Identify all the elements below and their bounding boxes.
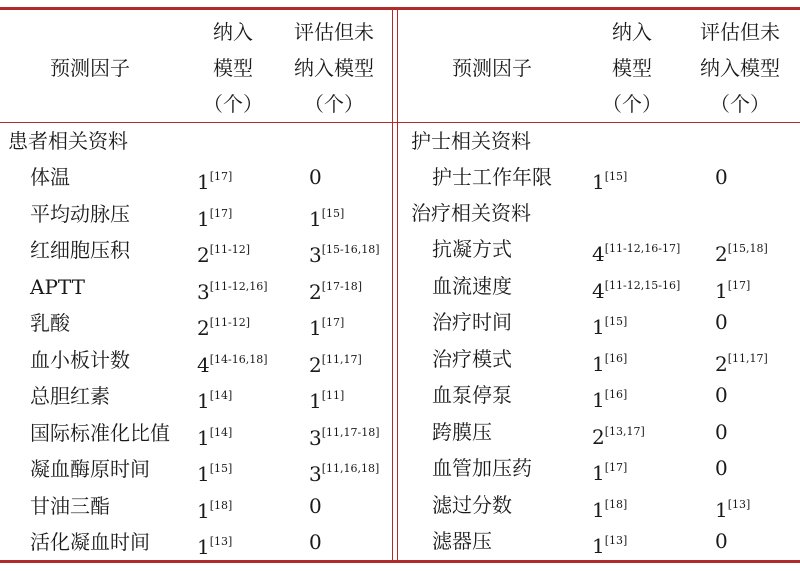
included-count — [592, 523, 627, 564]
table-row — [0, 159, 800, 195]
predictor-name: 凝血酶原时间 — [30, 457, 150, 481]
included-citation: [14-16,18] — [209, 352, 268, 366]
predictor-name: 总胆红素 — [30, 384, 110, 408]
included-count-value: 2 — [197, 316, 210, 340]
evaluated-citation: [13] — [727, 497, 751, 511]
predictor-name: 滤过分数 — [432, 492, 512, 517]
included-count — [592, 159, 627, 200]
included-count — [592, 377, 627, 418]
included-citation: [13] — [604, 534, 628, 547]
evaluated-count — [715, 414, 728, 450]
included-count-value: 1 — [197, 206, 210, 231]
included-count-value: 1 — [592, 170, 605, 194]
predictor-name: 平均动脉压 — [30, 201, 130, 226]
predictor-name: 治疗时间 — [432, 310, 512, 334]
predictor-name: 护士工作年限 — [432, 165, 552, 189]
evaluated-count-value: 1 — [715, 497, 728, 522]
header-evaluated-right: 评估但未 纳入模型 （个） — [700, 20, 780, 116]
predictor-name: 血管加压药 — [432, 456, 532, 480]
included-citation: [13,17] — [604, 424, 645, 438]
predictor-name: 跨膜压 — [432, 419, 492, 444]
predictor-name: 滤器压 — [432, 529, 492, 553]
included-citation: [15] — [604, 315, 628, 328]
included-count-value: 1 — [592, 534, 605, 558]
included-count — [592, 268, 680, 309]
evaluated-count-value: 1 — [309, 389, 322, 413]
evaluated-count-value: 0 — [715, 383, 728, 407]
included-count-value: 2 — [197, 243, 210, 267]
included-count-value: 1 — [197, 462, 210, 486]
evaluated-count — [715, 268, 750, 309]
evaluated-citation: [11,16,18] — [321, 462, 380, 475]
table-row — [0, 487, 800, 523]
predictor-name: 血小板计数 — [30, 347, 130, 372]
included-citation: [11-12] — [209, 316, 251, 329]
table-row — [0, 231, 800, 267]
included-citation: [14] — [209, 389, 233, 402]
included-citation: [13] — [209, 535, 233, 548]
predictor-name: 红细胞压积 — [30, 238, 130, 262]
evaluated-citation: [15-16,18] — [321, 243, 380, 256]
included-citation: [15] — [209, 462, 233, 475]
included-citation: [15] — [604, 170, 628, 183]
included-count — [592, 450, 627, 491]
included-count-value: 1 — [197, 425, 210, 450]
evaluated-citation: [15,18] — [727, 242, 768, 255]
evaluated-count — [715, 450, 728, 486]
table-row — [0, 523, 800, 559]
evaluated-count-value: 3 — [309, 462, 322, 486]
evaluated-count-value: 2 — [309, 279, 322, 304]
included-count — [592, 414, 645, 455]
included-count-value: 4 — [592, 242, 605, 266]
included-citation: [18] — [209, 498, 233, 512]
included-count-value: 2 — [592, 424, 605, 449]
included-citation: [14] — [209, 425, 233, 439]
evaluated-count — [715, 304, 728, 340]
included-citation: [17] — [209, 170, 233, 183]
included-count-value: 1 — [197, 498, 210, 523]
included-citation: [11-12,16-17] — [604, 242, 681, 255]
evaluated-citation: [11,17] — [727, 351, 768, 365]
evaluated-count-value: 0 — [715, 165, 728, 189]
evaluated-count-value: 3 — [309, 243, 322, 267]
included-count — [592, 304, 627, 345]
included-count-value: 1 — [197, 170, 210, 194]
evaluated-citation: [17] — [321, 316, 345, 329]
evaluated-count — [715, 231, 768, 272]
evaluated-citation: [11,17] — [321, 352, 362, 366]
table-row — [0, 341, 800, 377]
table-row — [0, 196, 800, 232]
included-count — [592, 487, 627, 528]
header-predictor-right: 预测因子 — [452, 56, 532, 80]
evaluated-citation: [11,17-18] — [321, 425, 380, 439]
table-row — [0, 304, 800, 340]
section-nurse-data: 护士相关资料 — [411, 129, 531, 153]
evaluated-count-value: 0 — [309, 530, 322, 554]
included-citation: [18] — [604, 497, 628, 511]
included-count-value: 1 — [592, 351, 605, 376]
evaluated-count — [715, 377, 728, 413]
included-count-value: 1 — [592, 497, 605, 522]
evaluated-count — [715, 159, 728, 195]
predictor-name: 活化凝血时间 — [30, 530, 150, 554]
included-citation: [11-12,15-16] — [604, 278, 681, 292]
evaluated-count-value: 2 — [309, 352, 322, 377]
predictor-name: APTT — [30, 274, 85, 299]
predictor-name: 国际标准化比值 — [30, 420, 170, 445]
predictor-name: 体温 — [30, 165, 70, 189]
evaluated-count-value: 0 — [715, 529, 728, 553]
evaluated-citation: [11] — [321, 389, 345, 402]
evaluated-count — [715, 523, 728, 559]
included-citation: [17] — [604, 461, 628, 474]
header-included-right: 纳入 模型 （个） — [602, 20, 662, 116]
included-count-value: 4 — [592, 278, 605, 303]
evaluated-count — [715, 487, 750, 528]
table-bottom-rule — [0, 560, 800, 563]
section-treatment-data: 治疗相关资料 — [411, 201, 531, 225]
evaluated-count-value: 0 — [309, 493, 322, 518]
evaluated-count-value: 1 — [309, 206, 322, 231]
predictor-name: 乳酸 — [30, 311, 70, 335]
predictor-name: 血流速度 — [432, 273, 512, 298]
predictor-name: 抗凝方式 — [432, 237, 512, 261]
evaluated-count-value: 0 — [715, 419, 728, 444]
predictor-name: 甘油三酯 — [30, 493, 110, 518]
included-count — [592, 341, 627, 382]
header-predictor-left: 预测因子 — [50, 56, 130, 80]
evaluated-count-value: 0 — [715, 310, 728, 334]
included-citation: [16] — [604, 388, 628, 401]
evaluated-count-value: 1 — [309, 316, 322, 340]
evaluated-citation: [17-18] — [321, 279, 363, 293]
evaluated-count-value: 3 — [309, 425, 322, 450]
included-count-value: 1 — [592, 461, 605, 485]
table-row — [0, 414, 800, 450]
included-count-value: 1 — [592, 315, 605, 339]
evaluated-citation: [15] — [321, 206, 345, 220]
included-count-value: 1 — [197, 535, 210, 559]
evaluated-citation: [17] — [727, 278, 751, 292]
included-count-value: 4 — [197, 352, 210, 377]
included-citation: [11-12] — [209, 243, 251, 256]
table-top-rule — [0, 7, 800, 10]
predictor-name: 血泵停泵 — [432, 383, 512, 407]
predictor-name: 治疗模式 — [432, 346, 512, 371]
evaluated-count-value: 0 — [309, 165, 322, 189]
included-count — [592, 231, 680, 272]
included-citation: [11-12,16] — [209, 279, 268, 293]
section-patient-data: 患者相关资料 — [8, 129, 128, 153]
included-count-value: 3 — [197, 279, 210, 304]
evaluated-count-value: 1 — [715, 278, 728, 303]
evaluated-count — [715, 341, 768, 382]
included-citation: [17] — [209, 206, 233, 220]
evaluated-count-value: 2 — [715, 242, 728, 266]
evaluated-count-value: 0 — [715, 456, 728, 480]
included-count-value: 1 — [197, 389, 210, 413]
header-evaluated-left: 评估但未 纳入模型 （个） — [294, 20, 374, 116]
included-citation: [16] — [604, 351, 628, 365]
table-row — [0, 268, 800, 304]
header-included-left: 纳入 模型 （个） — [203, 20, 263, 116]
table-row — [0, 450, 800, 486]
included-count-value: 1 — [592, 388, 605, 412]
evaluated-count-value: 2 — [715, 351, 728, 376]
table-row — [0, 377, 800, 413]
